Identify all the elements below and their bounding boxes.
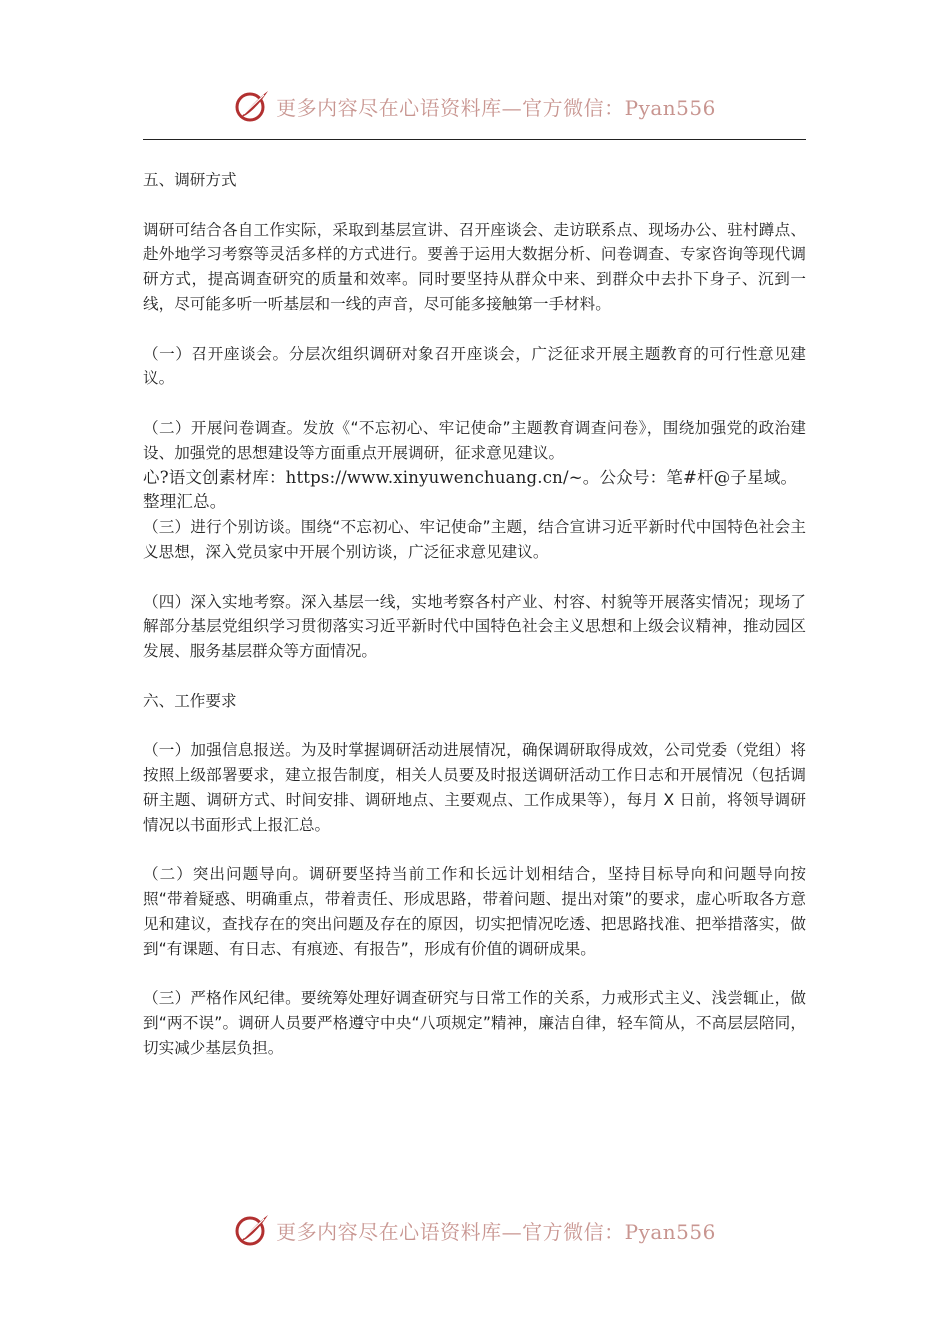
header-banner <box>0 80 950 132</box>
paragraph-req-2: （二）突出问题导向。调研要坚持当前工作和长远计划相结合，坚持目标导向和问题导向按照“带着疑惑、明确重点，带着责任、形成思路，带着问题、提出对策”的要求，虚心听取各方意见和建议，查找存在的突出问题及存在的原因，切实把情况吃透、把思路找准、把举措落实，做到“有课题、有日志、有痕迹、有报告”，形成有价值的调研成果。 <box>143 865 806 958</box>
footer-banner-text: 更多内容尽在心语资料库—官方微信：Pyan556 <box>276 1219 716 1244</box>
footer-banner <box>0 1204 950 1256</box>
section-heading-method: 五、调研方式 <box>143 171 237 189</box>
paragraph-method-4: （四）深入实地考察。深入基层一线，实地考察各村产业、村容、村貌等开展落实情况；现场了解部分基层党组织学习贯彻落实习近平新时代中国特色社会主义思想和上级会议精神，推动园区发展、服务基层群众等方面情况。 <box>143 592 806 661</box>
section-heading-requirements: 六、工作要求 <box>143 691 237 710</box>
watermark-line-2: 整理汇总。 <box>143 492 227 512</box>
header-banner-text: 更多内容尽在心语资料库—官方微信：Pyan556 <box>276 95 716 120</box>
paragraph-method-3: （三）进行个别访谈。围绕“不忘初心、牢记使命”主题，结合宣讲习近平新时代中国特色社会主义思想，深入党员家中开展个别访谈，广泛征求意见建议。 <box>143 518 806 561</box>
quill-logo-icon <box>234 1212 270 1248</box>
paragraph-method-intro: 调研可结合各自工作实际，采取到基层宣讲、召开座谈会、走访联系点、现场办公、驻村蹲点、赴外地学习考察等灵活多样的方式进行。要善于运用大数据分析、问卷调查、专家咨询等现代调研方式，提高调查研究的质量和效率。同时要坚持从群众中来、到群众中去扑下身子、沉到一线，尽可能多听一听基层和一线的声音，尽可能多接触第一手材料。 <box>143 220 806 313</box>
header-divider <box>143 139 806 140</box>
watermark-line-1: 心?语文创素材库：https://www.xinyuwenchuang.cn/~。公众号：笔#杆@子星域。 <box>143 467 798 487</box>
document-body <box>143 168 806 1085</box>
paragraph-req-1: （一）加强信息报送。为及时掌握调研活动进展情况，确保调研取得成效，公司党委（党组）将按照上级部署要求，建立报告制度，相关人员要及时报送调研活动工作日志和开展情况（包括调研主题、调研方式、时间安排、调研地点、主要观点、工作成果等），每月 X 日前，将领导调研情况以书面形式上报汇总。 <box>143 741 806 834</box>
paragraph-method-2: （二）开展问卷调查。发放《“不忘初心、牢记使命”主题教育调查问卷》，围绕加强党的政治建设、加强党的思想建设等方面重点开展调研，征求意见建议。 <box>143 418 806 462</box>
paragraph-req-3: （三）严格作风纪律。要统筹处理好调查研究与日常工作的关系，力戒形式主义、浅尝辄止，做到“两不误”。调研人员要严格遵守中央“八项规定”精神，廉洁自律，轻车简从，不高层层陪同，切实减少基层负担。 <box>143 989 806 1057</box>
quill-logo-icon <box>234 88 270 124</box>
paragraph-method-1: （一）召开座谈会。分层次组织调研对象召开座谈会，广泛征求开展主题教育的可行性意见建议。 <box>143 344 806 388</box>
